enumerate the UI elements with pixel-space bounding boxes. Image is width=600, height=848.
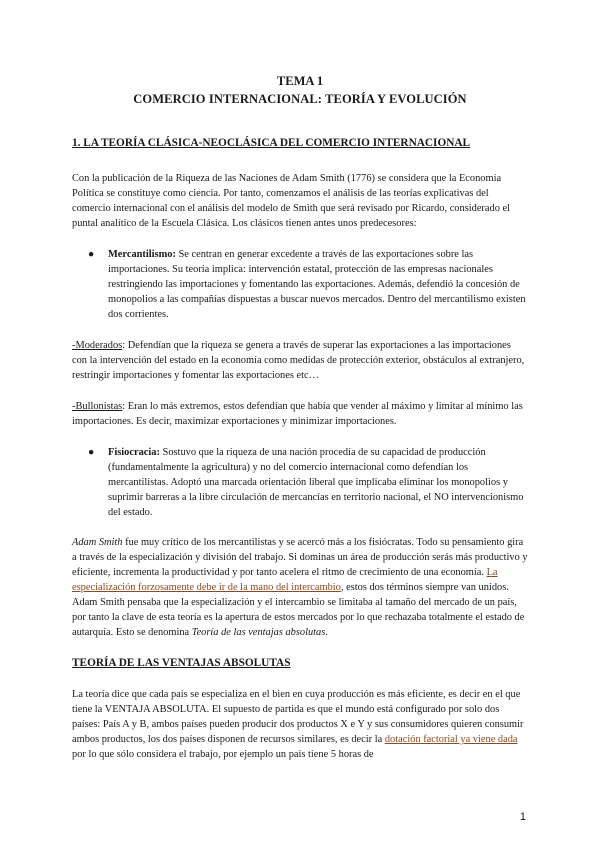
term-mercantilism: Mercantilismo:: [108, 249, 176, 260]
moderados-paragraph: [72, 338, 528, 383]
bullonistas-paragraph: [72, 399, 528, 429]
document-title: COMERCIO INTERNACIONAL: TEORÍA Y EVOLUCIÓN: [133, 92, 467, 106]
smith-text-end: .: [325, 627, 328, 638]
adam-smith-paragraph: [72, 535, 528, 640]
name-adam-smith: Adam Smith: [72, 537, 123, 548]
physiocracy-list: [72, 445, 528, 520]
smith-underlined-text: La especialización forzosamente debe ir de la mano del intercambio: [72, 567, 498, 593]
bullonistas-text: : Eran lo más extremos, estos defendían que había que vender al máximo y limitar al mínimo las importaciones. Es decir, maximizar exportaciones y minimizar importaciones.: [72, 401, 523, 427]
intro-paragraph: Con la publicación de la Riqueza de las Naciones de Adam Smith (1776) se considera que la Economía Política se constituye como ciencia. Por tanto, comenzamos el análisis de las teorías explicativas del comercio internacional con el análisis del modelo de Smith que será revisado por Ricardo, considerado el puntal analítico de la Escuela Clásica. Los clásicos tienen antes unos predecesores:: [72, 173, 510, 229]
abs-underlined-text: dotación factorial ya viene dada: [384, 734, 518, 745]
section-heading-absolute-advantage: TEORÍA DE LAS VENTAJAS ABSOLUTAS: [72, 657, 291, 669]
mercantilism-text: Se centran en generar excedente a través de las exportaciones sobre las importaciones. Su teoría implica: intervención estatal, protección de las empresas nacionales restringiendo las importaciones y fomentando las exportaciones. Además, defendió la concesión de monopolios a las compañías dispuestas a buscar nuevos mercados. Dentro del mercantilismo existen dos corrientes.: [108, 249, 526, 320]
mercantilism-list: [72, 247, 528, 322]
document-page: [72, 72, 528, 762]
page-number: 1: [519, 811, 526, 823]
smith-italic-term: Teoría de las ventajas absolutas: [191, 627, 326, 638]
smith-text-2: , estos dos términos siempre van unidos. Adam Smith pensaba que la especialización y el intercambio se limitaba al tamaño del mercado de un país, por tanto la clave de esta teoría es la apertura de estos mercados por lo que rechazaba totalmente el estado de autarquía. Esto se denomina: [72, 582, 525, 638]
bullet-icon: ●: [88, 447, 95, 458]
bullet-icon: ●: [88, 249, 95, 260]
section-heading-classical-theory: 1. LA TEORÍA CLÁSICA-NEOCLÁSICA DEL COMERCIO INTERNACIONAL: [72, 137, 471, 149]
term-physiocracy: Fisiocracia:: [108, 447, 160, 458]
list-item-physiocracy: [72, 445, 528, 520]
moderados-text: : Defendían que la riqueza se genera a través de superar las exportaciones a las importaciones con la intervención del estado en la economía como medidas de protección exterior, obstáculos al extranjero, restringir importaciones y fomentar las exportaciones etc…: [72, 340, 525, 381]
topic-label: TEMA 1: [276, 74, 324, 88]
abs-text-1: La teoría dice que cada país se especializa en el bien en cuya producción es más eficiente, es decir en el que tiene la VENTAJA ABSOLUTA. El supuesto de partida es que el mundo está configurado por solo dos países: País A y B, ambos países pueden producir dos productos X e Y y sus consumidores quieren consumir ambos productos, los dos países disponen de recursos similares, es decir la: [72, 689, 524, 745]
physiocracy-text: Sostuvo que la riqueza de una nación procedía de su capacidad de producción (fundamentalmente la agricultura) y no del comercio internacional como defendían los mercantilistas. Adoptó una marcada orientación liberal que implicaba eliminar los monopolios y suprimir barreras a la libre circulación de mercancías en territorio nacional, el NO intervencionismo del estado.: [108, 447, 524, 518]
list-item-mercantilism: [72, 247, 528, 322]
absolute-advantage-paragraph: [72, 687, 528, 762]
smith-text-1: fue muy crítico de los mercantilistas y se acercó más a los fisiócratas. Todo su pensamiento gira a través de la especialización y división del trabajo. Si dominas un área de producción serás más productivo y eficiente, incrementa la productividad y por tanto acelera el ritmo de crecimiento de una economía.: [72, 537, 528, 578]
term-moderados: -Moderados: [72, 340, 123, 351]
abs-text-2: por lo que sólo considera el trabajo, por ejemplo un país tiene 5 horas de: [72, 749, 374, 760]
document-title-block: [72, 72, 528, 108]
term-bullonistas: -Bullonistas: [72, 401, 123, 412]
